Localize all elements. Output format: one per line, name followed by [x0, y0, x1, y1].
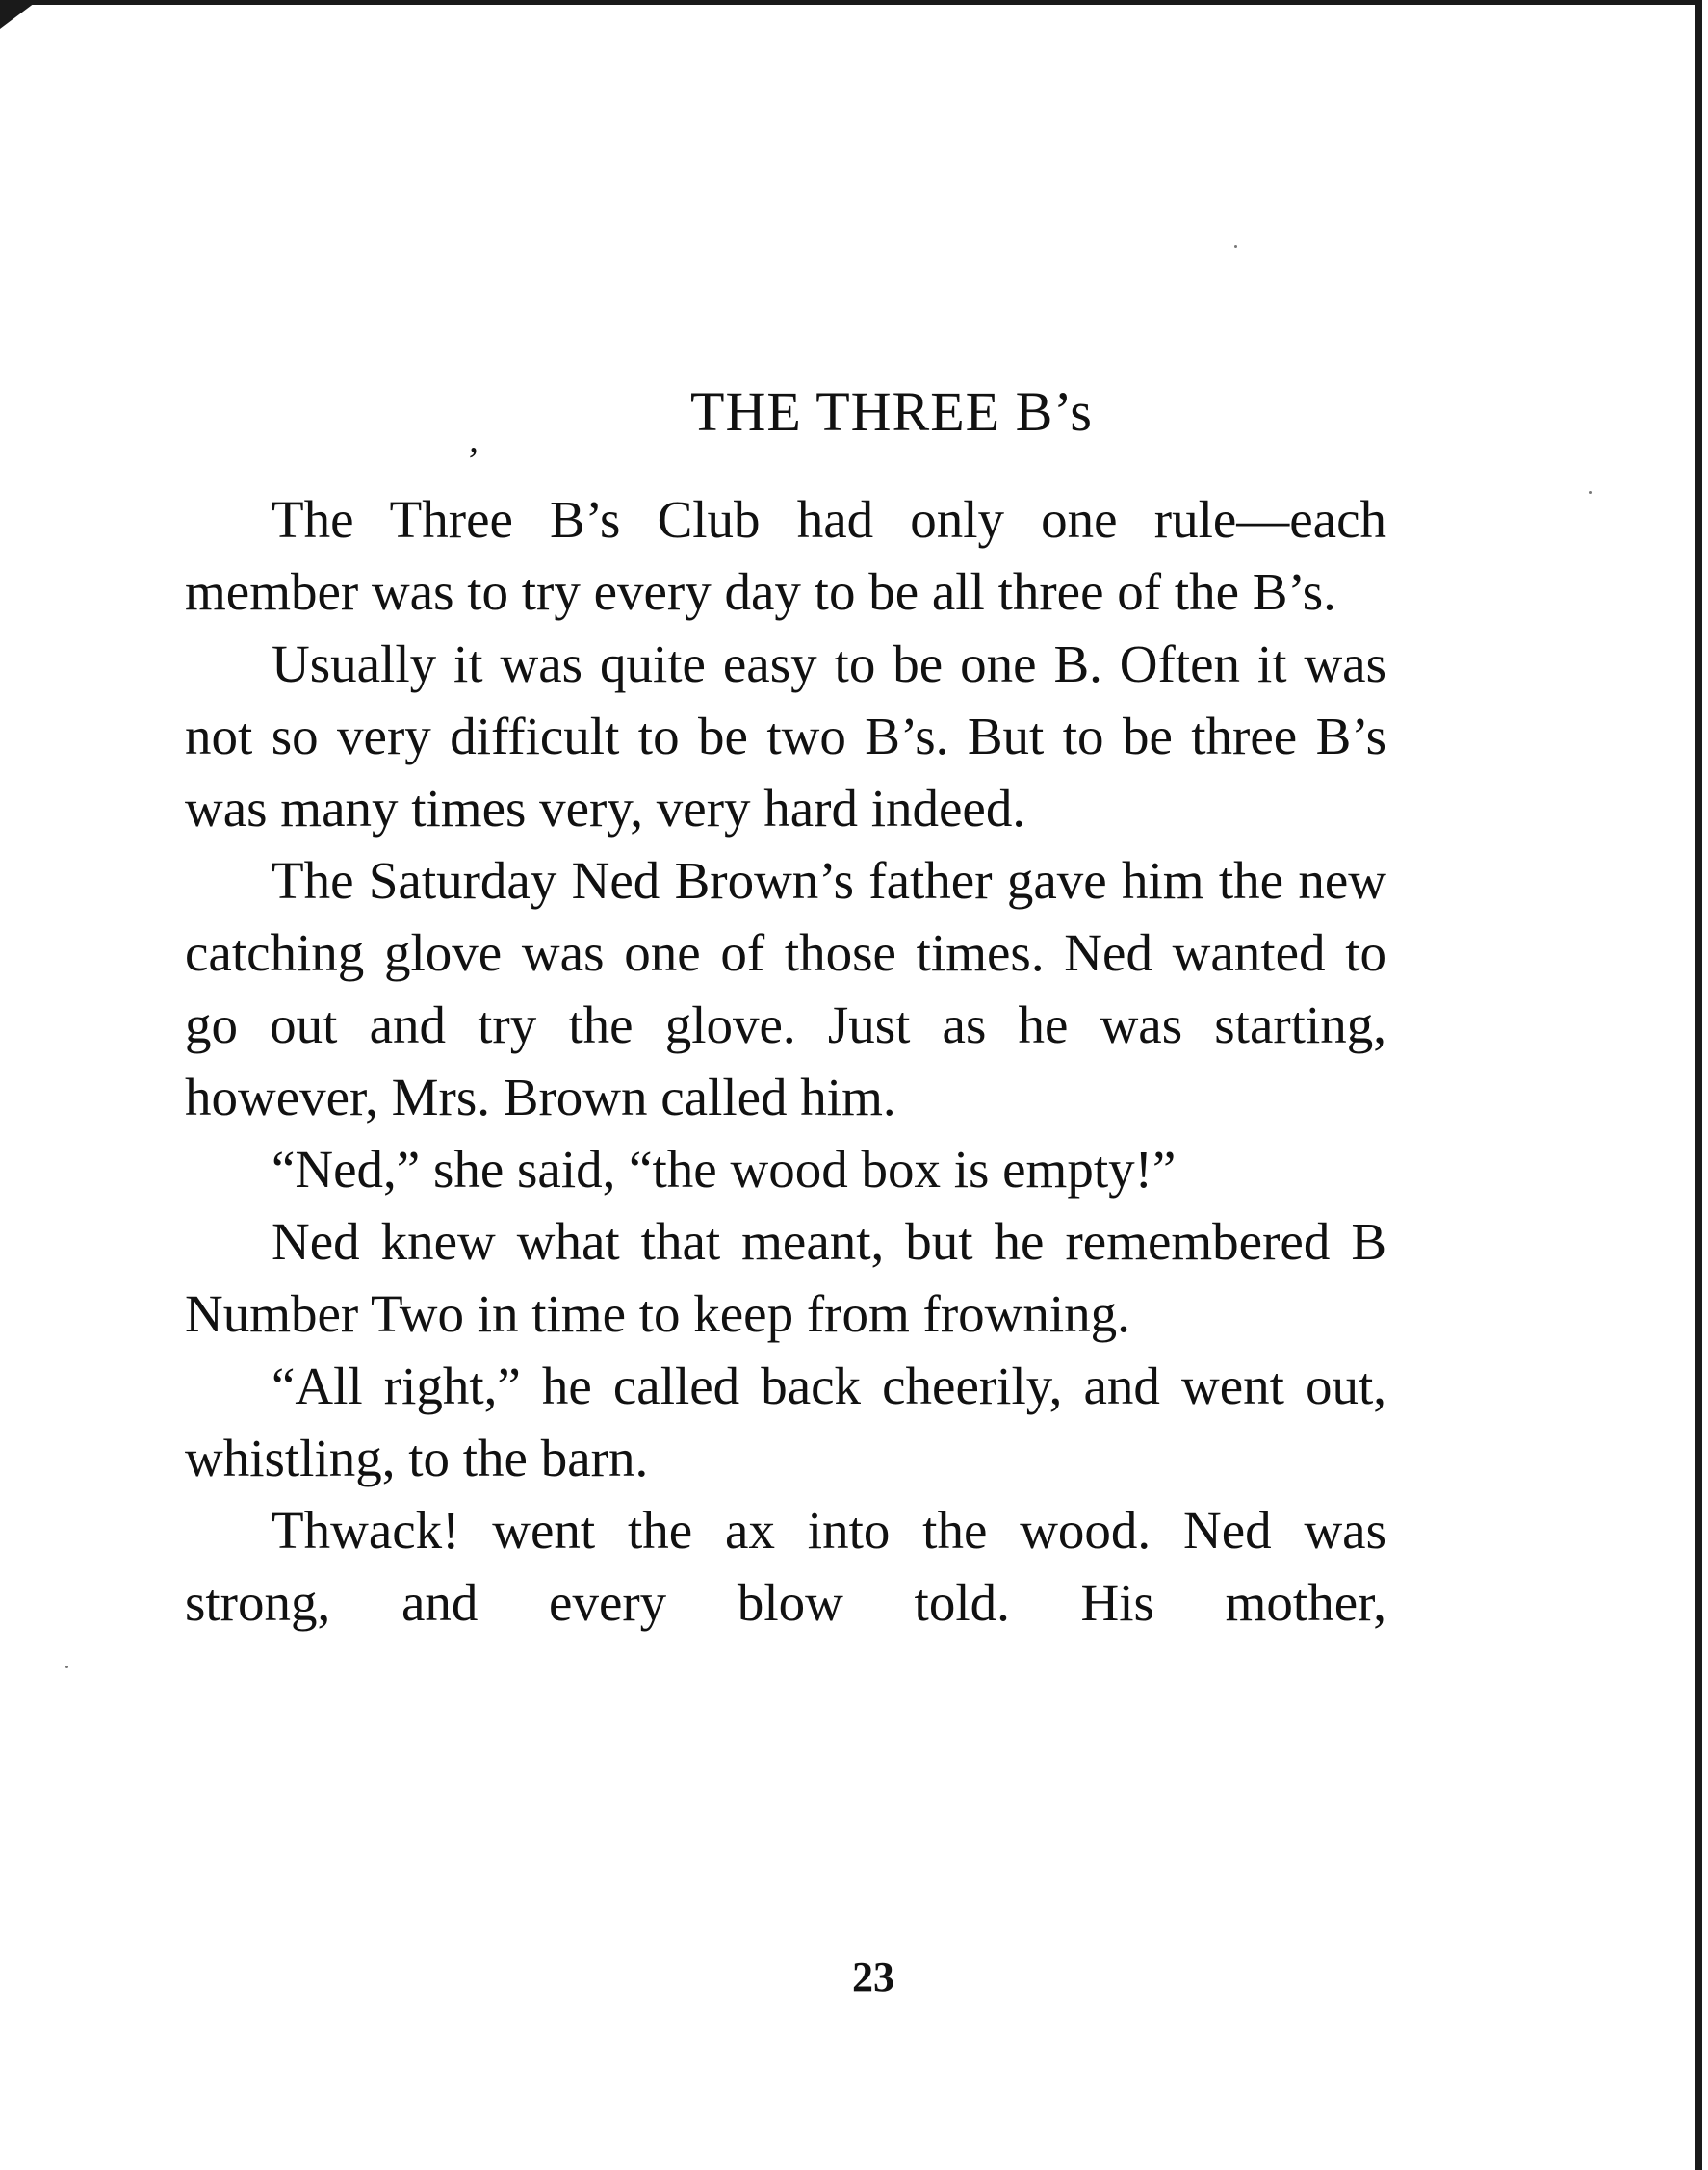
scan-speck	[65, 1666, 68, 1668]
paragraph: “All right,” he called back cheerily, and went out, whistling, to the barn.	[185, 1356, 1386, 1487]
page-number: 23	[852, 1953, 894, 2001]
title-mark: ,	[469, 417, 479, 460]
paragraph: Usually it was quite easy to be one B. Often it was not so very difficult to be two B’s. But to be three B’s was many times very, very hard indeed.	[185, 634, 1386, 838]
page-title-text: THE THREE B’s	[690, 380, 1093, 443]
scan-right-edge	[1695, 0, 1702, 2170]
scan-corner-mark	[0, 0, 58, 29]
paragraph: The Saturday Ned Brown’s father gave him the new catching glove was one of those times. Ned wanted to go out and try the glove. Just as he was starting, however, Mrs. Brown called him.	[185, 851, 1386, 1126]
scan-speck	[1234, 245, 1237, 248]
scan-top-edge	[0, 0, 1696, 5]
body-text	[185, 483, 1386, 1639]
paragraph: The Three B’s Club had only one rule—each member was to try every day to be all three of the B’s.	[185, 490, 1386, 621]
paragraph: Thwack! went the ax into the wood. Ned was strong, and every blow told. His mother,	[185, 1501, 1386, 1632]
paragraph: “Ned,” she said, “the wood box is empty!”	[272, 1140, 1177, 1199]
scan-speck	[1589, 491, 1592, 494]
paragraph: Ned knew what that meant, but he remembered B Number Two in time to keep from frowning.	[185, 1212, 1386, 1343]
page-title	[0, 374, 1708, 451]
